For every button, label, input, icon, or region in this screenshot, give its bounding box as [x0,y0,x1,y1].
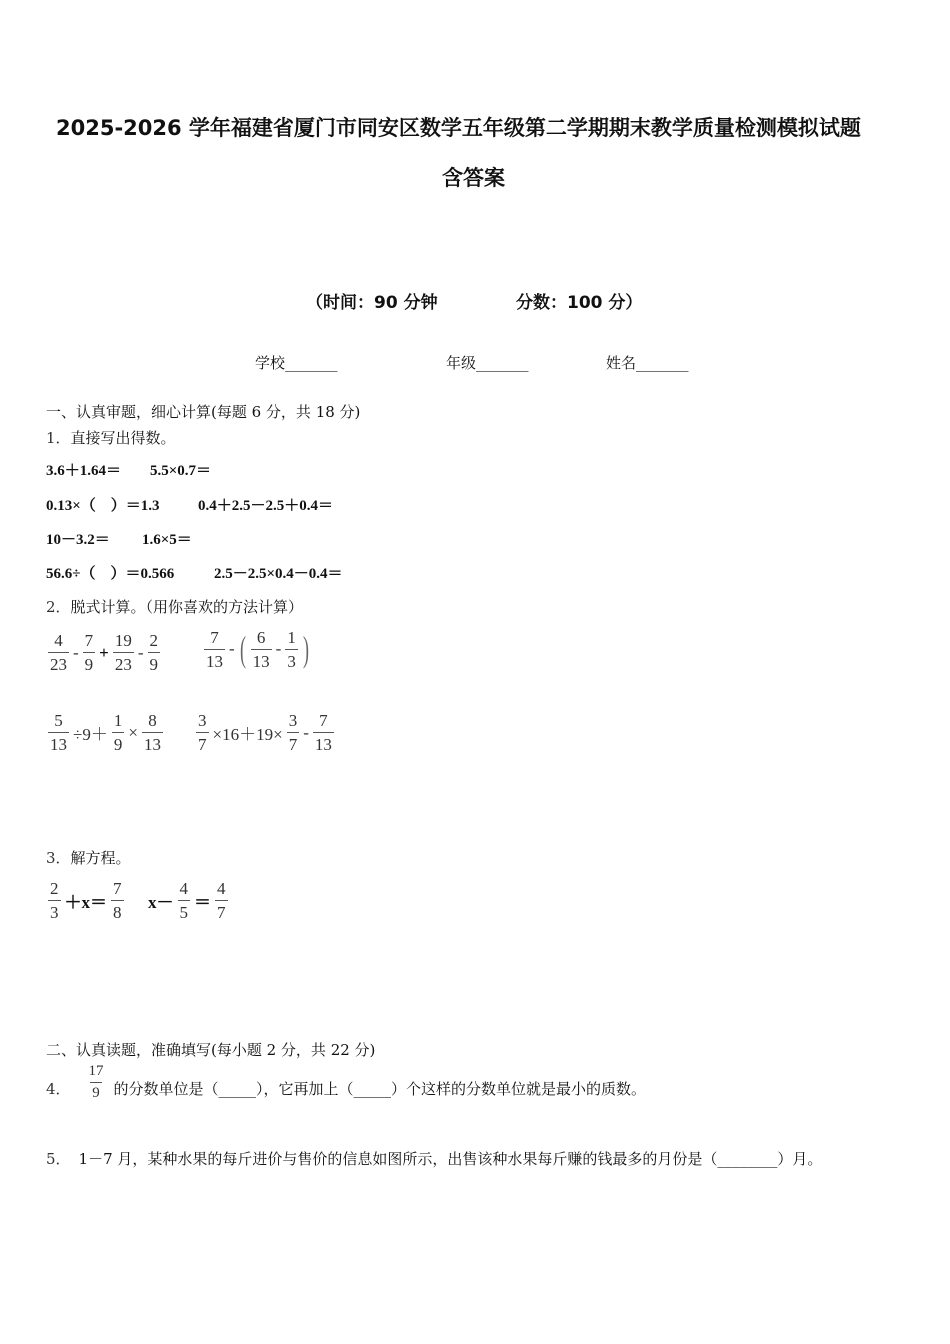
fraction: $\frac{8}{13}$ [143,711,161,754]
question-text: 解方程。 [70,849,131,867]
calc-item: 3.6＋1.64＝ [46,463,122,479]
section2-heading: 二、认真读题，准确填写(每小题 2 分，共 22 分) [46,1041,376,1059]
fraction: $\frac{7}{8}$ [113,879,122,922]
exam-time: （时间：90 分钟 [306,293,438,313]
fraction: $\frac{7}{13}$ [206,627,223,671]
question-text: 脱式计算。（用你喜欢的方法计算） [70,598,304,616]
name-field: 姓名_______ [606,354,689,372]
fraction: $\frac{2}{9}$ [149,631,159,674]
fraction: $\frac{6}{13}$ [252,627,270,671]
question-2 [46,596,303,617]
question-1 [46,427,176,448]
fraction: $\frac{4}{23}$ [50,631,67,674]
question-number: 3． [46,849,71,867]
fraction: $\frac{7}{9}$ [84,631,94,674]
fraction: $\frac{2}{3}$ [50,879,59,922]
expression-1: $\frac{4}{23}$ - $\frac{7}{9}$ + $\frac{19}{23}$ - $\frac{2}{9}$ [50,631,159,674]
question-5 [46,1148,822,1169]
question-number: 4． [46,1080,71,1098]
section1-heading: 一、认真审题，细心计算(每题 6 分，共 18 分) [46,403,361,421]
calc-item: 1.6×5＝ [142,532,192,548]
fraction: $\frac{17}{9}$ [88,1063,104,1101]
expression-3: $\frac{5}{13}$ ÷9＋ $\frac{1}{9}$ × $\frac{8}{13}$ [50,711,161,754]
fraction: $\frac{19}{23}$ [114,631,132,674]
fraction: $\frac{7}{13}$ [314,711,332,754]
grade-field: 年级_______ [446,354,529,372]
school-field: 学校_______ [255,354,338,372]
calc-item: 56.6÷（ ）＝0.566 [46,566,175,582]
calc-item: 2.5－2.5×0.4－0.4＝ [214,566,343,582]
question-3 [46,847,131,868]
question-number: 5． [46,1150,71,1168]
fraction: $\frac{4}{5}$ [179,879,188,922]
question-4 [46,1064,646,1101]
fraction: $\frac{1}{3}$ [287,627,296,671]
question-number: 1． [46,429,71,447]
question-text: 直接写出得数。 [70,429,176,447]
question-text: 的分数单位是（_____），它再加上（_____）个这样的分数单位就是最小的质数。 [113,1080,647,1098]
equation-2: x－ $\frac{4}{5}$ ＝ $\frac{4}{7}$ [148,879,226,922]
fraction: $\frac{3}{7}$ [198,711,207,754]
equation-1: $\frac{2}{3}$ ＋x＝ $\frac{7}{8}$ [50,879,122,922]
exam-title-line1: 2025-2026 学年福建省厦门市同安区数学五年级第二学期期末教学质量检测模拟试题 [56,116,861,140]
calc-item: 0.4＋2.5－2.5＋0.4＝ [198,498,334,514]
calc-item: 5.5×0.7＝ [150,463,212,479]
calc-item: 10－3.2＝ [46,532,110,548]
fraction: $\frac{3}{7}$ [288,711,298,754]
calc-item: 0.13×（ ）＝1.3 [46,498,160,514]
exam-title-line2: 含答案 [442,166,505,190]
expression-2: $\frac{7}{13}$ - ( $\frac{6}{13}$ - $\frac{1}{3}$ ) [206,627,309,671]
expression-4: $\frac{3}{7}$ ×16＋19× $\frac{3}{7}$ - $\frac{7}{13}$ [198,711,332,754]
fraction: $\frac{1}{9}$ [113,711,123,754]
question-number: 2． [46,598,71,616]
exam-score: 分数：100 分） [516,293,643,313]
fraction: $\frac{5}{13}$ [50,711,67,754]
question-text: 1－7 月，某种水果的每斤进价与售价的信息如图所示，出售该种水果每斤赚的钱最多的月份是（________）月。 [78,1150,823,1168]
fraction: $\frac{4}{7}$ [217,879,226,922]
